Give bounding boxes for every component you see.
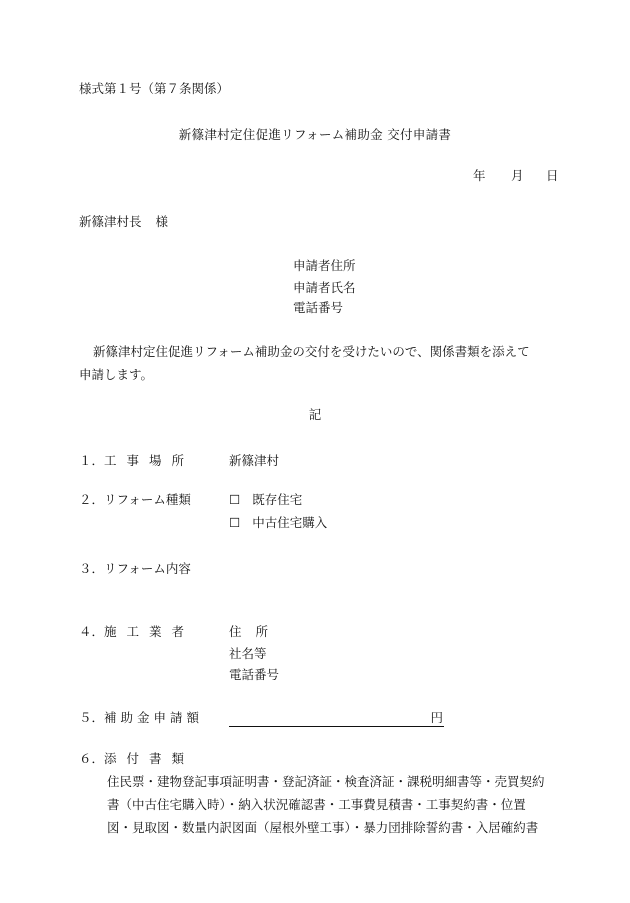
checkbox-used-house-purchase[interactable]: ☐ (229, 515, 241, 530)
item-site-value: 新篠津村 (229, 453, 280, 468)
contractor-address-label-1: 住 (229, 624, 242, 639)
page-title: 新篠津村定住促進リフォーム補助金 交付申請書 (178, 127, 452, 142)
option-used-house-purchase (229, 515, 327, 531)
attachments-line-2: 書（中古住宅購入時）・納入状況確認書・工事費見積書・工事契約書・位置 (107, 797, 526, 812)
amount-input-line[interactable] (229, 710, 444, 727)
attachments-line-1: 住民票・建物登記事項証明書・登記済証・検査済証・課税明細書等・売買契約 (107, 774, 545, 789)
addressee (79, 214, 168, 230)
contractor-address-label-2: 所 (255, 624, 269, 639)
date-day: 日 (546, 168, 559, 183)
item-content-number: ３． (79, 561, 105, 576)
item-site-label: 工事場所 (104, 453, 195, 468)
item-contractor-label: 施工業者 (104, 624, 195, 639)
item-amount-label: 補助金申請額 (104, 710, 204, 725)
amount-unit: 円 (430, 710, 443, 725)
addressee-name: 新篠津村長 (79, 214, 142, 229)
addressee-honorific: 様 (155, 214, 169, 229)
contractor-company-label: 社名等 (229, 646, 267, 661)
option-existing-house-label: 既存住宅 (252, 492, 303, 507)
item-attachments-number: ６． (79, 751, 105, 766)
item-attachments-label: 添付書類 (104, 751, 195, 766)
attachments-line-3: 図・見取図・数量内訳図面（屋根外壁工事）・暴力団排除誓約書・入居確約書 (107, 820, 539, 835)
applicant-phone-label: 電話番号 (293, 300, 344, 315)
item-site (79, 453, 194, 469)
item-site-number: １． (79, 453, 105, 468)
item-type (79, 492, 191, 508)
form-number: 様式第１号（第７条関係） (79, 81, 230, 96)
item-contractor-number: ４． (79, 624, 105, 639)
item-attachments (79, 751, 194, 767)
option-existing-house (229, 492, 302, 508)
applicant-address-label: 申請者住所 (293, 258, 356, 273)
item-type-number: ２． (79, 492, 105, 507)
checkbox-existing-house[interactable]: ☐ (229, 492, 241, 507)
ki-heading: 記 (308, 407, 322, 422)
date-month: 月 (511, 168, 524, 183)
applicant-name-label: 申請者氏名 (293, 280, 356, 295)
item-content-label: リフォーム内容 (104, 561, 191, 576)
date-year: 年 (473, 168, 486, 183)
item-amount-number: ５． (79, 710, 105, 725)
item-type-label: リフォーム種類 (104, 492, 191, 507)
contractor-phone-label: 電話番号 (229, 667, 280, 682)
contractor-address-label (229, 624, 268, 640)
body-text-line-2: 申請します。 (79, 367, 154, 382)
item-amount (79, 710, 203, 726)
body-text-line-1 (79, 344, 530, 360)
item-contractor (79, 624, 194, 640)
date-line (473, 168, 559, 184)
body-text-1: 新篠津村定住促進リフォーム補助金の交付を受けたいので、関係書類を添えて (93, 344, 530, 359)
option-used-house-purchase-label: 中古住宅購入 (252, 515, 328, 530)
item-content (79, 561, 191, 577)
